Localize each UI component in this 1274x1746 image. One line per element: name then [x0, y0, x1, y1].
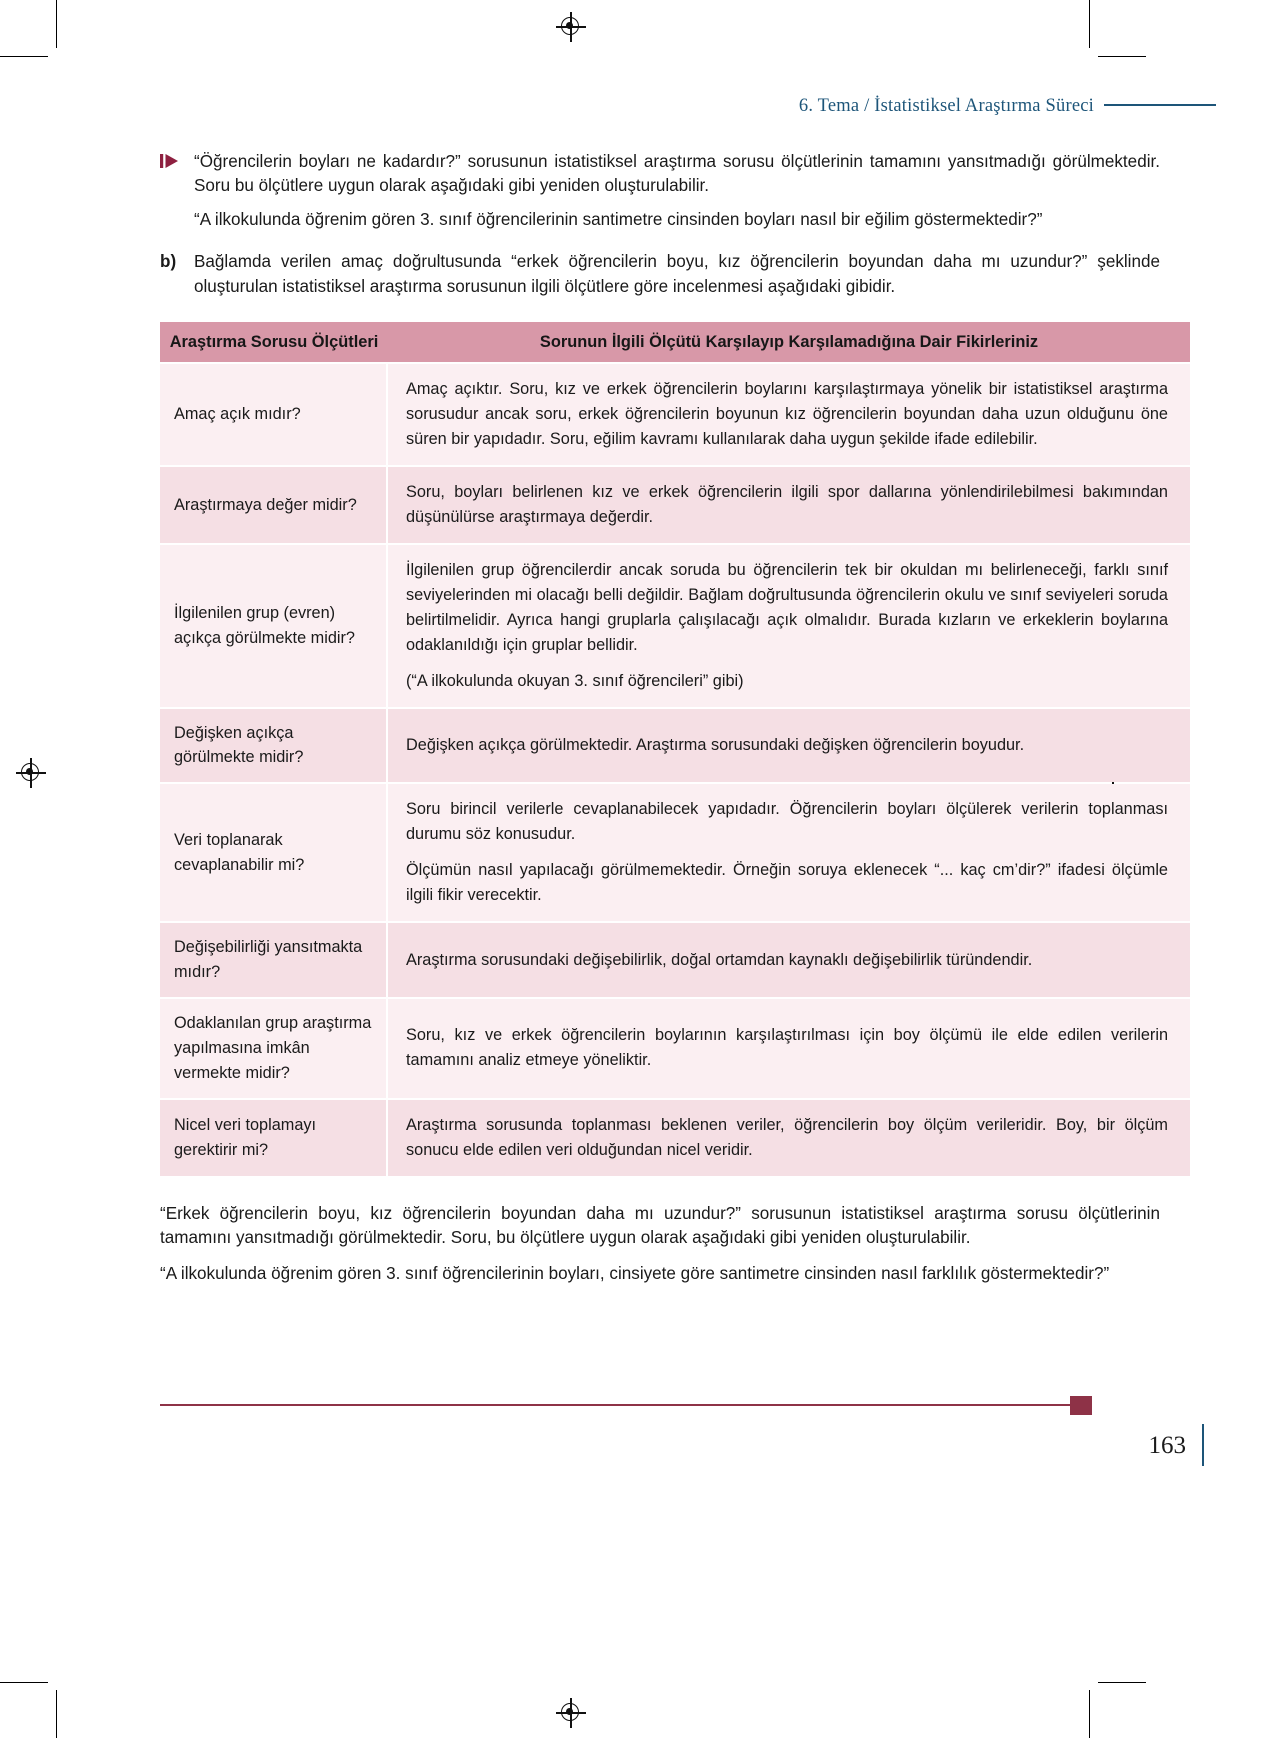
closing-paragraph-1: “Erkek öğrencilerin boyu, kız öğrencilerin boyundan daha mı uzundur?” sorusunun istatistiksel araştırma sorusu ölçütlerinin tamamını yansıtmadığı görülmektedir. Soru, bu ölçütlere uygun olarak aşağıdaki gibi yeniden oluşturulabilir. — [160, 1203, 1160, 1247]
opinion-cell — [388, 545, 1190, 707]
closing-paragraph-2: “A ilkokulunda öğrenim gören 3. sınıf öğrencilerinin boyları, cinsiyete göre santimetre cinsinden nasıl farklılık göstermektedir?” — [160, 1264, 1110, 1284]
footer-rule — [160, 1404, 1085, 1406]
triangle-right-bullet-icon — [160, 153, 182, 170]
opinion-paragraph: Ölçümün nasıl yapılacağı görülmemektedir. Örneğin soruya eklenecek “... kaç cm’dir?” ifadesi ölçümle ilgili fikir verecektir. — [406, 861, 1168, 905]
table-row — [160, 364, 1190, 465]
footer-square — [1070, 1396, 1092, 1415]
opinion-cell — [388, 1100, 1190, 1176]
closing-section — [160, 1202, 1160, 1287]
criterion-cell: Değişebilirliği yansıtmakta mıdır? — [160, 923, 388, 997]
criterion-cell: Veri toplanarak cevaplanabilir mi? — [160, 784, 388, 921]
criterion-cell: Nicel veri toplamayı gerektirir mi? — [160, 1100, 388, 1176]
registration-mark-left — [16, 758, 46, 788]
opinion-cell — [388, 364, 1190, 465]
criterion-cell: Amaç açık mıdır? — [160, 364, 388, 465]
crop-mark-top-left-h — [0, 56, 48, 57]
table-row — [160, 545, 1190, 707]
crop-mark-top-right-v — [1089, 0, 1090, 48]
crop-mark-bottom-right-h — [1098, 1682, 1146, 1683]
table-row — [160, 1100, 1190, 1176]
criteria-table — [160, 320, 1190, 1177]
criteria-table-header-row — [160, 322, 1190, 362]
criterion-cell: İlgilenilen grup (evren) açıkça görülmekte midir? — [160, 545, 388, 707]
header-rule — [1104, 104, 1216, 105]
item-b-paragraph — [160, 250, 1160, 299]
opinion-paragraph: Amaç açıktır. Soru, kız ve erkek öğrencilerin boylarını karşılaştırmaya yönelik bir istatistiksel araştırma sorusudur ancak soru, erkek öğrencilerin boyunun kız öğrencilerin boyundan daha uzun olduğunu öne süren bir yapıdadır. Soru, eğilim kavramı kullanılarak daha uygun şekilde ifade edilebilir. — [406, 380, 1168, 449]
criterion-cell: Değişken açıkça görülmekte midir? — [160, 709, 388, 783]
item-b-text: Bağlamda verilen amaç doğrultusunda “erkek öğrencilerin boyu, kız öğrencilerin boyundan daha mı uzundur?” şeklinde oluşturulan istatistiksel araştırma sorusunun ilgili ölçütlere göre incelenmesi aşağıdaki gibidir. — [194, 252, 1160, 296]
opinion-paragraph: İlgilenilen grup öğrencilerdir ancak soruda bu öğrencilerin tek bir okuldan mı belirleneceği, farklı sınıf seviyelerinden mi olacağı belli değildir. Bağlam doğrultusunda öğrencilerin okulu ve sınıf seviyeleri soruda belirtilmelidir. Ayrıca hangi gruplarla çalışılacağı açık olmalıdır. Burada kızların ve erkeklerin boylarına odaklanıldığı için gruplar bellidir. — [406, 560, 1168, 654]
crop-mark-bottom-left-h — [0, 1682, 48, 1683]
opinion-cell — [388, 467, 1190, 543]
page-number-bar — [1202, 1424, 1204, 1466]
opinion-paragraph: Soru, boyları belirlenen kız ve erkek öğrencilerin ilgili spor dallarına yönlendirilebilmesi bakımından düşünülürse araştırmaya değerdir. — [406, 483, 1168, 527]
running-header — [0, 96, 1274, 117]
opinion-cell — [388, 923, 1190, 997]
criterion-cell: Odaklanılan grup araştırma yapılmasına imkân vermekte midir? — [160, 999, 388, 1098]
page-number: 163 — [1148, 1432, 1186, 1459]
opinion-paragraph: Soru birincil verilerle cevaplanabilecek yapıdadır. Öğrencilerin boyları ölçülerek verilerin toplanması durumu söz konusudur. — [406, 800, 1168, 844]
criteria-table-head — [160, 322, 1190, 362]
crop-mark-bottom-right-v — [1089, 1690, 1090, 1738]
registration-mark-bottom — [556, 1698, 586, 1728]
intro-paragraph-1 — [160, 150, 1160, 199]
table-row — [160, 784, 1190, 921]
main-content — [160, 150, 1168, 1299]
opinion-cell — [388, 784, 1190, 921]
opinion-paragraph: (“A ilkokulunda okuyan 3. sınıf öğrencileri” gibi) — [406, 671, 744, 690]
table-row — [160, 709, 1190, 783]
criteria-table-body — [160, 364, 1190, 1175]
opinion-paragraph: Değişken açıkça görülmektedir. Araştırma sorusundaki değişken öğrencilerin boyudur. — [406, 736, 1025, 754]
registration-mark-top — [556, 12, 586, 42]
table-row — [160, 467, 1190, 543]
footer-decoration — [160, 1396, 1160, 1416]
table-row — [160, 923, 1190, 997]
crop-mark-top-right-h — [1098, 56, 1146, 57]
header-title: 6. Tema / İstatistiksel Araştırma Süreci — [798, 96, 1094, 116]
column-header-opinion: Sorunun İlgili Ölçütü Karşılayıp Karşılamadığına Dair Fikirleriniz — [388, 322, 1190, 362]
opinion-cell — [388, 999, 1190, 1098]
opinion-paragraph: Araştırma sorusunda toplanması beklenen veriler, öğrencilerin boy ölçüm verileridir. Boy, bir ölçüm sonucu elde edilen veri olduğundan nicel veridir. — [406, 1115, 1168, 1159]
crop-mark-top-left-v — [56, 0, 57, 48]
opinion-paragraph: Soru, kız ve erkek öğrencilerin boylarının karşılaştırılması için boy ölçümü ile elde edilen verilerin tamamını analiz etmeye yöneliktir. — [406, 1026, 1168, 1070]
item-b-label: b) — [160, 252, 177, 272]
opinion-paragraph: Araştırma sorusundaki değişebilirlik, doğal ortamdan kaynaklı değişebilirlik türündendir. — [406, 950, 1033, 969]
column-header-criterion: Araştırma Sorusu Ölçütleri — [160, 322, 388, 362]
opinion-cell — [388, 709, 1190, 783]
intro-paragraph-2: “A ilkokulunda öğrenim gören 3. sınıf öğrencilerinin santimetre cinsinden boyları nasıl bir eğilim göstermektedir?” — [194, 209, 1043, 229]
intro-paragraph-1-text: “Öğrencilerin boyları ne kadardır?” sorusunun istatistiksel araştırma sorusu ölçütlerinin tamamını yansıtmadığı görülmektedir. Soru bu ölçütlere uygun olarak aşağıdaki gibi yeniden oluşturulabilir. — [194, 152, 1160, 196]
table-row — [160, 999, 1190, 1098]
criterion-cell: Araştırmaya değer midir? — [160, 467, 388, 543]
crop-mark-bottom-left-v — [56, 1690, 57, 1738]
